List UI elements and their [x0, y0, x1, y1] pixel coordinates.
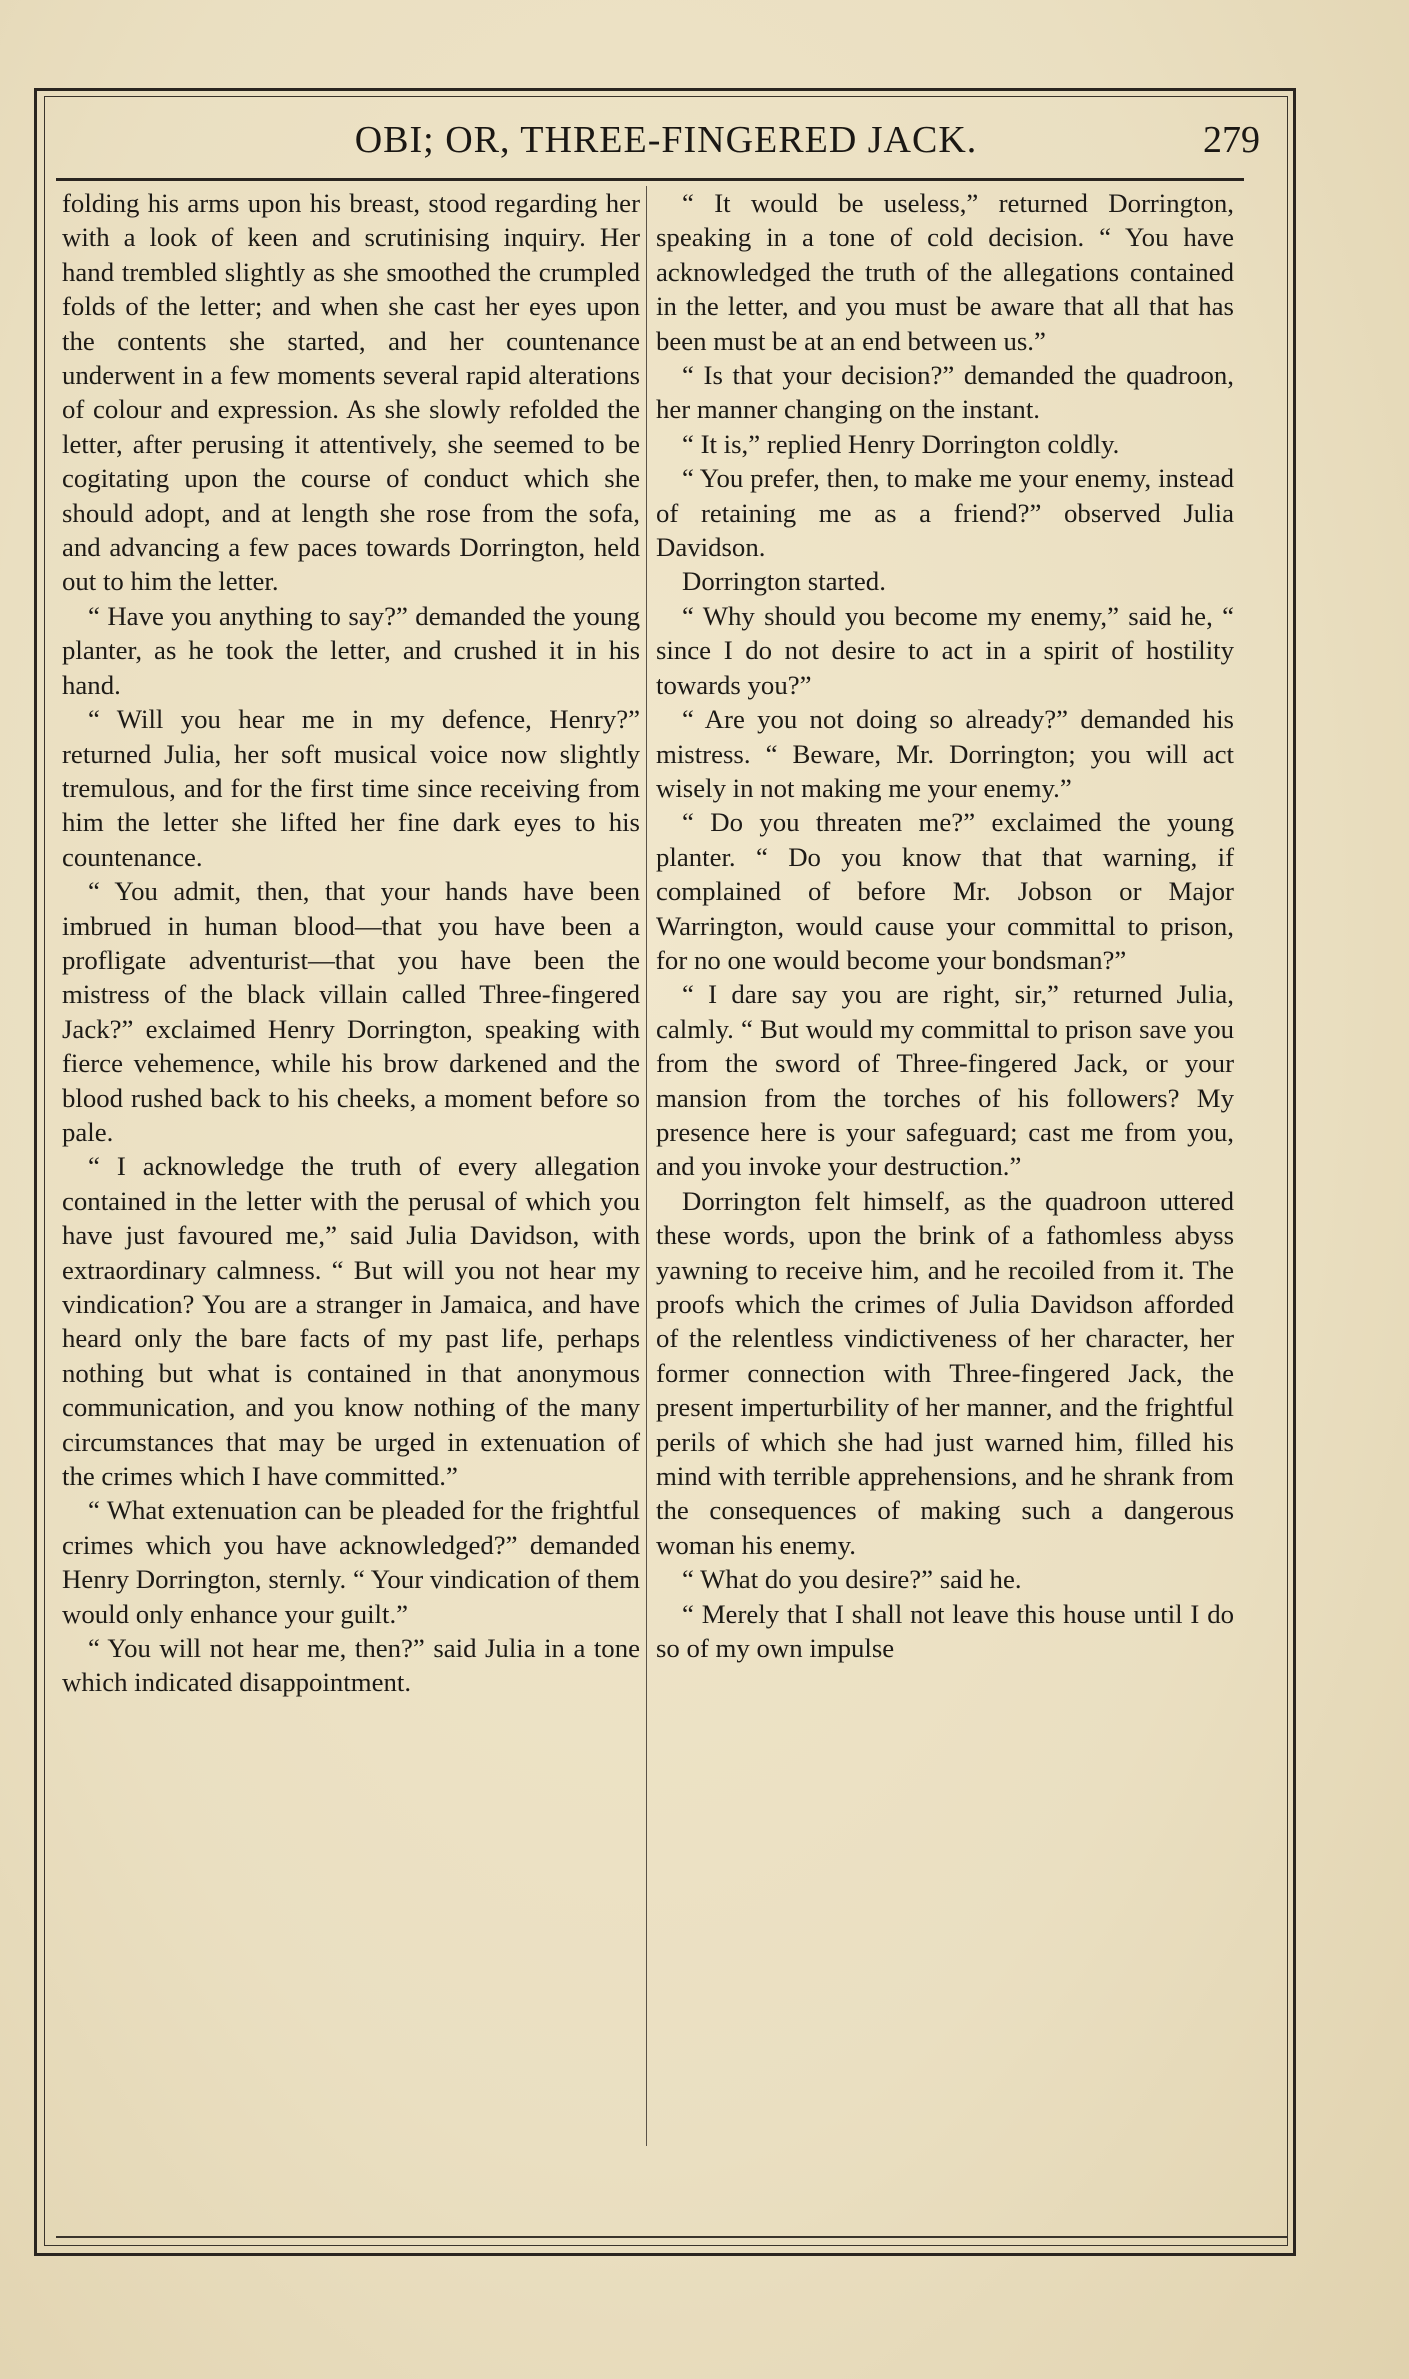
paragraph: “ You prefer, then, to make me your enemy, instead of retaining me as a friend?” observed Julia Davidson.	[656, 463, 1234, 563]
paragraph: “ You admit, then, that your hands have been imbrued in human blood—that you have been a profligate adventurist—that you have been the mistress of the black villain called Three-fingered Jack?” exclaimed Henry Dorrington, speaking with fierce vehemence, while his brow darkened and the blood rushed back to his cheeks, a moment before so pale.	[62, 876, 640, 1147]
paragraph: “ Is that your decision?” demanded the quadroon, her manner changing on the instant.	[656, 360, 1234, 425]
paragraph: “ What do you desire?” said he.	[682, 1564, 1022, 1595]
page-number: 279	[1203, 119, 1260, 161]
paragraph: “ Do you threaten me?” exclaimed the young planter. “ Do you know that that warning, if complained of before Mr. Jobson or Major Warrington, would cause your committal to prison, for no one would become your bondsman?”	[656, 807, 1234, 975]
paragraph: Dorrington started.	[682, 566, 886, 597]
paragraph: “ Will you hear me in my defence, Henry?” returned Julia, her soft musical voice now slightly tremulous, and for the first time since receiving from him the letter she lifted her fine dark eyes to his countenance.	[62, 704, 640, 872]
left-column	[62, 186, 640, 1700]
paragraph: “ It would be useless,” returned Dorrington, speaking in a tone of cold decision. “ You have acknowledged the truth of the allegations contained in the letter, and you must be aware that all that has been must be at an end between us.”	[656, 188, 1234, 356]
paragraph: “ You will not hear me, then?” said Julia in a tone which indicated disappointment.	[62, 1633, 640, 1698]
footer-rule	[56, 2236, 1288, 2238]
header-rule	[56, 178, 1244, 181]
paragraph: “ I dare say you are right, sir,” returned Julia, calmly. “ But would my committal to prison save you from the sword of Three-fingered Jack, or your mansion from the torches of his followers? My presence here is your safeguard; cast me from you, and you invoke your destruction.”	[656, 979, 1234, 1182]
running-title: OBI; OR, THREE-FINGERED JACK.	[354, 119, 978, 161]
paragraph: “ Merely that I shall not leave this house until I do so of my own impulse	[656, 1598, 1234, 1664]
paragraph: “ It is,” replied Henry Dorrington coldly.	[682, 428, 1120, 459]
paragraph: “ I acknowledge the truth of every allegation contained in the letter with the perusal of which you have just favoured me,” said Julia Davidson, with extraordinary calmness. “ But will you not hear my vindication? You are a stranger in Jamaica, and have heard only the bare facts of my past life, perhaps nothing but what is contained in that anonymous communication, and you know nothing of the many circumstances that may be urged in extenuation of the crimes which I have committed.”	[62, 1151, 640, 1492]
column-divider	[646, 186, 647, 2146]
paragraph: folding his arms upon his breast, stood regarding her with a look of keen and scrutinising inquiry. Her hand trembled slightly as she smoothed the crumpled folds of the letter; and when she cast her eyes upon the contents she started, and her countenance underwent in a few moments several rapid alterations of colour and expression. As she slowly refolded the letter, after perusing it attentively, she seemed to be cogitating upon the course of conduct which she should adopt, and at length she rose from the sofa, and advancing a few paces towards Dorrington, held out to him the letter.	[62, 188, 640, 597]
paragraph: “ Have you anything to say?” demanded the young planter, as he took the letter, and crushed it in his hand.	[62, 600, 640, 700]
right-column	[656, 186, 1234, 1665]
paragraph: “ Why should you become my enemy,” said he, “ since I do not desire to act in a spirit of hostility towards you?”	[656, 600, 1234, 700]
paragraph: “ Are you not doing so already?” demanded his mistress. “ Beware, Mr. Dorrington; you will act wisely in not making me your enemy.”	[656, 704, 1234, 803]
paragraph: “ What extenuation can be pleaded for the frightful crimes which you have acknowledged?” demanded Henry Dorrington, sternly. “ Your vindication of them would only enhance your guilt.”	[62, 1495, 640, 1629]
page-header	[44, 108, 1288, 178]
paragraph: Dorrington felt himself, as the quadroon uttered these words, upon the brink of a fathomless abyss yawning to receive him, and he recoiled from it. The proofs which the crimes of Julia Davidson afforded of the relentless vindictiveness of her character, her former connection with Three-fingered Jack, the present imperturbility of her manner, and the frightful perils of which she had just warned him, filled his mind with terrible apprehensions, and he shrank from the consequences of making such a dangerous woman his enemy.	[656, 1185, 1234, 1560]
